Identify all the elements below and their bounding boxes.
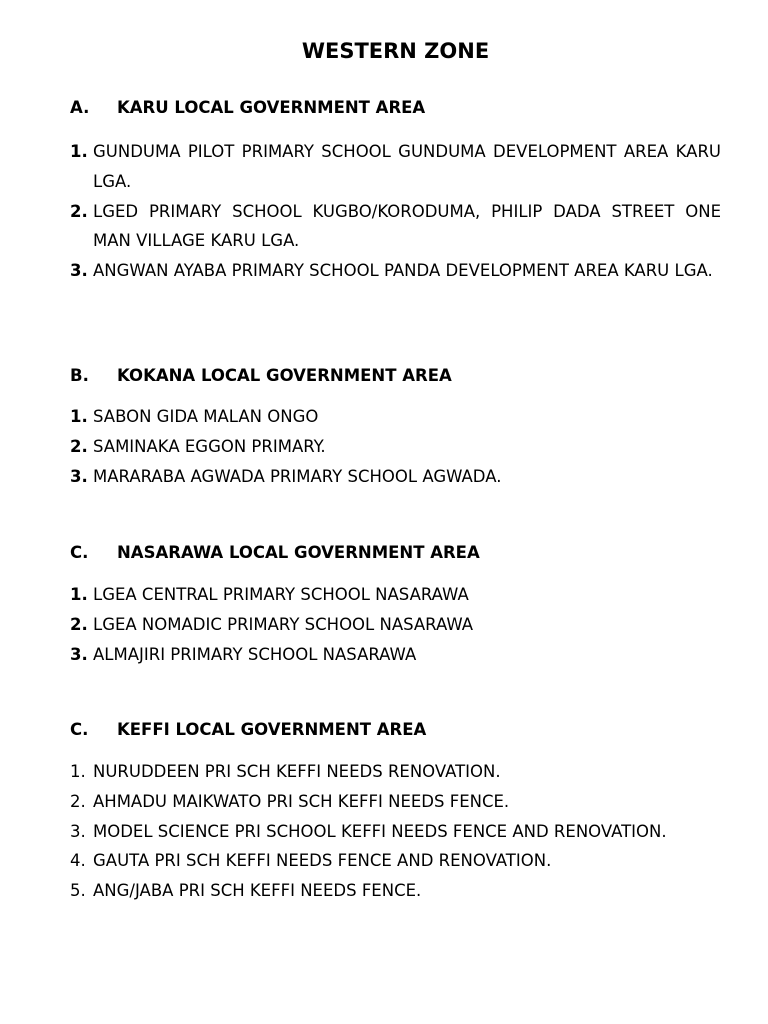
item-text: MARARABA AGWADA PRIMARY SCHOOL AGWADA.	[93, 466, 502, 486]
section-title: KEFFI LOCAL GOVERNMENT AREA	[117, 720, 427, 739]
list-item	[70, 462, 721, 492]
section-heading	[70, 365, 721, 387]
section-title: NASARAWA LOCAL GOVERNMENT AREA	[117, 543, 480, 562]
section-title: KARU LOCAL GOVERNMENT AREA	[117, 98, 426, 117]
list-item	[70, 640, 721, 670]
section-letter: C.	[70, 720, 89, 739]
item-number: 3.	[70, 466, 88, 486]
school-list	[70, 402, 721, 491]
item-text: GAUTA PRI SCH KEFFI NEEDS FENCE AND RENOVATION.	[93, 851, 552, 871]
school-list	[70, 580, 721, 669]
section-heading	[70, 97, 721, 119]
item-number: 2.	[70, 201, 88, 221]
item-text: LGEA NOMADIC PRIMARY SCHOOL NASARAWA	[93, 614, 474, 634]
item-number: 3.	[70, 644, 88, 664]
item-number: 5.	[70, 881, 86, 901]
list-item	[70, 817, 721, 847]
list-item	[70, 197, 721, 257]
list-item	[70, 580, 721, 610]
list-item	[70, 876, 721, 906]
item-text: ANG/JABA PRI SCH KEFFI NEEDS FENCE.	[93, 881, 422, 901]
item-number: 1.	[70, 762, 86, 781]
section-karu	[70, 97, 721, 286]
item-text: GUNDUMA PILOT PRIMARY SCHOOL GUNDUMA DEVELOPMENT AREA KARU LGA.	[93, 142, 721, 191]
list-item	[70, 757, 721, 787]
section-title: KOKANA LOCAL GOVERNMENT AREA	[117, 366, 452, 385]
item-text: SAMINAKA EGGON PRIMARY.	[93, 436, 326, 456]
school-list	[70, 137, 721, 286]
item-text: MODEL SCIENCE PRI SCHOOL KEFFI NEEDS FENCE AND RENOVATION.	[93, 821, 667, 841]
item-text: LGEA CENTRAL PRIMARY SCHOOL NASARAWA	[93, 585, 469, 604]
item-number: 3.	[70, 261, 88, 281]
section-heading	[70, 719, 721, 741]
item-number: 2.	[70, 436, 88, 456]
section-letter: B.	[70, 366, 89, 385]
section-keffi	[70, 719, 721, 906]
item-number: 1.	[70, 585, 88, 604]
item-text: LGED PRIMARY SCHOOL KUGBO/KORODUMA, PHILIP DADA STREET ONE MAN VILLAGE KARU LGA.	[93, 201, 721, 251]
item-text: ANGWAN AYABA PRIMARY SCHOOL PANDA DEVELOPMENT AREA KARU LGA.	[93, 261, 713, 281]
list-item	[70, 256, 721, 286]
item-number: 1.	[70, 407, 88, 426]
item-text: NURUDDEEN PRI SCH KEFFI NEEDS RENOVATION.	[93, 762, 501, 781]
list-item	[70, 846, 721, 876]
list-item	[70, 432, 721, 462]
list-item	[70, 787, 721, 817]
item-number: 3.	[70, 821, 86, 841]
list-item	[70, 610, 721, 640]
item-text: ALMAJIRI PRIMARY SCHOOL NASARAWA	[93, 644, 417, 664]
section-letter: A.	[70, 98, 90, 117]
item-number: 1.	[70, 142, 88, 161]
section-letter: C.	[70, 543, 89, 562]
item-number: 2.	[70, 791, 86, 811]
section-nasarawa	[70, 542, 721, 669]
item-text: AHMADU MAIKWATO PRI SCH KEFFI NEEDS FENCE.	[93, 791, 510, 811]
item-text: SABON GIDA MALAN ONGO	[93, 407, 319, 426]
list-item	[70, 137, 721, 197]
list-item	[70, 402, 721, 432]
document-title: WESTERN ZONE	[301, 39, 490, 63]
item-number: 4.	[70, 851, 86, 871]
school-list	[70, 757, 721, 906]
section-kokana	[70, 365, 721, 491]
section-heading	[70, 542, 721, 564]
item-number: 2.	[70, 614, 88, 634]
